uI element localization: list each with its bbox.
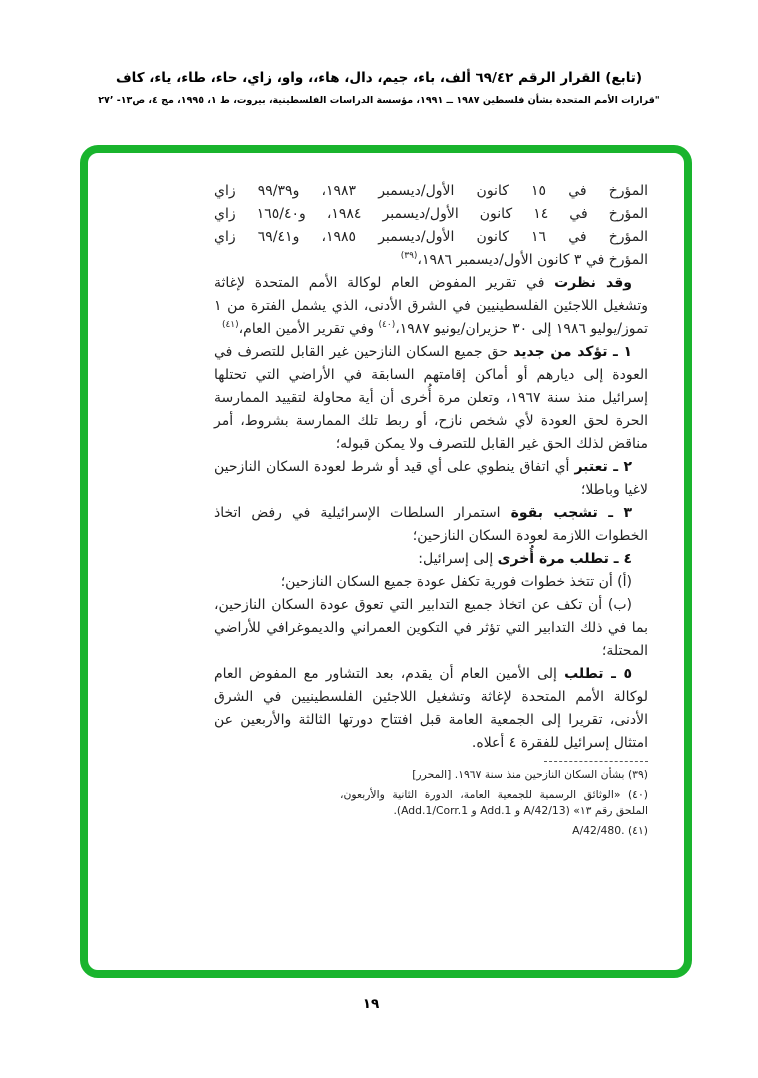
subparagraph-text: (ب) أن تكف عن اتخاذ جميع التدابير التي تعوق عودة السكان النازحين، بما في ذلك التدابير التي تؤثر في التكوين العمراني والديموغرافي للأراضي المحتلة؛ <box>214 597 648 659</box>
operative-paragraph-5 <box>214 663 648 755</box>
footnote-41: (٤١) A/42/480.‎ <box>572 823 648 837</box>
resolution-body <box>88 153 684 839</box>
operative-text: إلى الأمين العام أن يقدم، بعد التشاور مع المفوض العام لوكالة الأمم المتحدة لإغاثة وتشغيل اللاجئين الفلسطينيين في الشرق الأدنى، تقريرا إلى الجمعية العامة قبل افتتاح دورتها الثالثة والأربعين عن امتثال إسرائيل للفقرة ٤ أعلاه. <box>214 666 648 751</box>
resolution-green-border-box <box>80 145 692 978</box>
operative-text: أي اتفاق ينطوي على أي قيد أو شرط لعودة السكان النازحين لاغيا وباطلا؛ <box>214 459 648 498</box>
operative-lead: ٢ ـ تعتبر <box>574 459 632 475</box>
preamble-text: وفي تقرير الأمين العام، <box>238 321 379 337</box>
operative-paragraph-4 <box>214 548 648 571</box>
source-citation: "قرارات الأمم المتحدة بشأن فلسطين ١٩٨٧ ــ ١٩٩١، مؤسسة الدراسات الفلسطينية، بيروت، ط ١، ١٩٩٥، مج ٤، ص١٣- ٢٧ʼ <box>98 95 660 106</box>
footnote-ref-41: (٤١) <box>221 320 239 330</box>
operative-lead: ٣ ـ تشجب بقوة <box>510 505 632 521</box>
footnote-ref-39: (٣٩) <box>400 251 418 261</box>
operative-text: إلى إسرائيل: <box>418 551 498 567</box>
subparagraph-text: (أ) أن تتخذ خطوات فورية تكفل عودة جميع السكان النازحين؛ <box>280 574 632 590</box>
dated-clause-last-line <box>214 249 648 272</box>
page-number: ١٩ <box>362 996 380 1012</box>
footnote-ref-40: (٤٠) <box>378 320 396 330</box>
footnotes-block <box>340 767 648 839</box>
operative-lead: ٥ ـ تطلب <box>564 666 632 682</box>
dated-clause-line: المؤرخ في ١٦ كانون الأول/ديسمبر ١٩٨٥، و٦٩/٤١ زاي <box>214 229 649 245</box>
operative-text: حق جميع السكان النازحين غير القابل للتصرف في العودة إلى ديارهم أو أماكن إقامتهم السابقة في الأراضي التي تحتلها إسرائيل منذ سنة ١٩٦٧، وتعلن مرة أُخرى أن أية محاولة لتقييد الممارسة الحرة لحق العودة لأي شخص نازح، أو ربط تلك الممارسة بشروط، أمر مناقض لذلك الحق غير القابل للتصرف ولا يمكن قبوله؛ <box>214 344 648 452</box>
operative-lead: ١ ـ تؤكد من جديد <box>513 344 632 360</box>
footnote-39: (٣٩) بشأن السكان النازحين منذ سنة ١٩٦٧. [المحرر] <box>412 768 648 781</box>
dated-clause-text: المؤرخ في ٣ كانون الأول/ديسمبر ١٩٨٦، <box>417 252 648 268</box>
dated-clause-line: المؤرخ في ١٤ كانون الأول/ديسمبر ١٩٨٤، و١٦٥/٤٠ زاي <box>214 206 649 222</box>
subparagraph-b <box>214 594 648 663</box>
dated-clause-line: المؤرخ في ١٥ كانون الأول/ديسمبر ١٩٨٣، و٩٩/٣٩ زاي <box>214 183 649 199</box>
footnote-separator-dashed-line <box>544 761 648 762</box>
footnote-40: (٤٠) «الوثائق الرسمية للجمعية العامة، الدورة الثانية والأربعون، الملحق رقم ١٣» (A/42/13 و Add.1 و Add.1/Corr.1). <box>340 787 648 817</box>
operative-paragraph-1 <box>214 341 648 456</box>
subparagraph-a <box>214 571 648 594</box>
document-title-continued: (تابع) القرار الرقم ٦٩/٤٢ ألف، باء، جيم، دال، هاء،، واو، زاي، حاء، طاء، ياء، كاف <box>115 70 643 86</box>
operative-lead: ٤ ـ تطلب مرة أُخرى <box>497 551 632 567</box>
preamble-paragraph <box>214 272 648 341</box>
preamble-lead: وقد نظرت <box>554 275 632 291</box>
preamble-text: في تقرير المفوض العام لوكالة الأمم المتحدة لإغاثة وتشغيل اللاجئين الفلسطينيين في الشرق الأدنى، الذي يشمل الفترة من ١ تموز/يوليو ١٩٨٦ إلى ٣٠ حزيران/يونيو ١٩٨٧، <box>214 275 648 337</box>
page-header <box>40 70 718 106</box>
operative-text: استمرار السلطات الإسرائيلية في رفض اتخاذ الخطوات اللازمة لعودة السكان النازحين؛ <box>214 505 648 544</box>
operative-paragraph-3 <box>214 502 648 548</box>
resolution-text-column <box>214 180 648 755</box>
operative-paragraph-2 <box>214 456 648 502</box>
